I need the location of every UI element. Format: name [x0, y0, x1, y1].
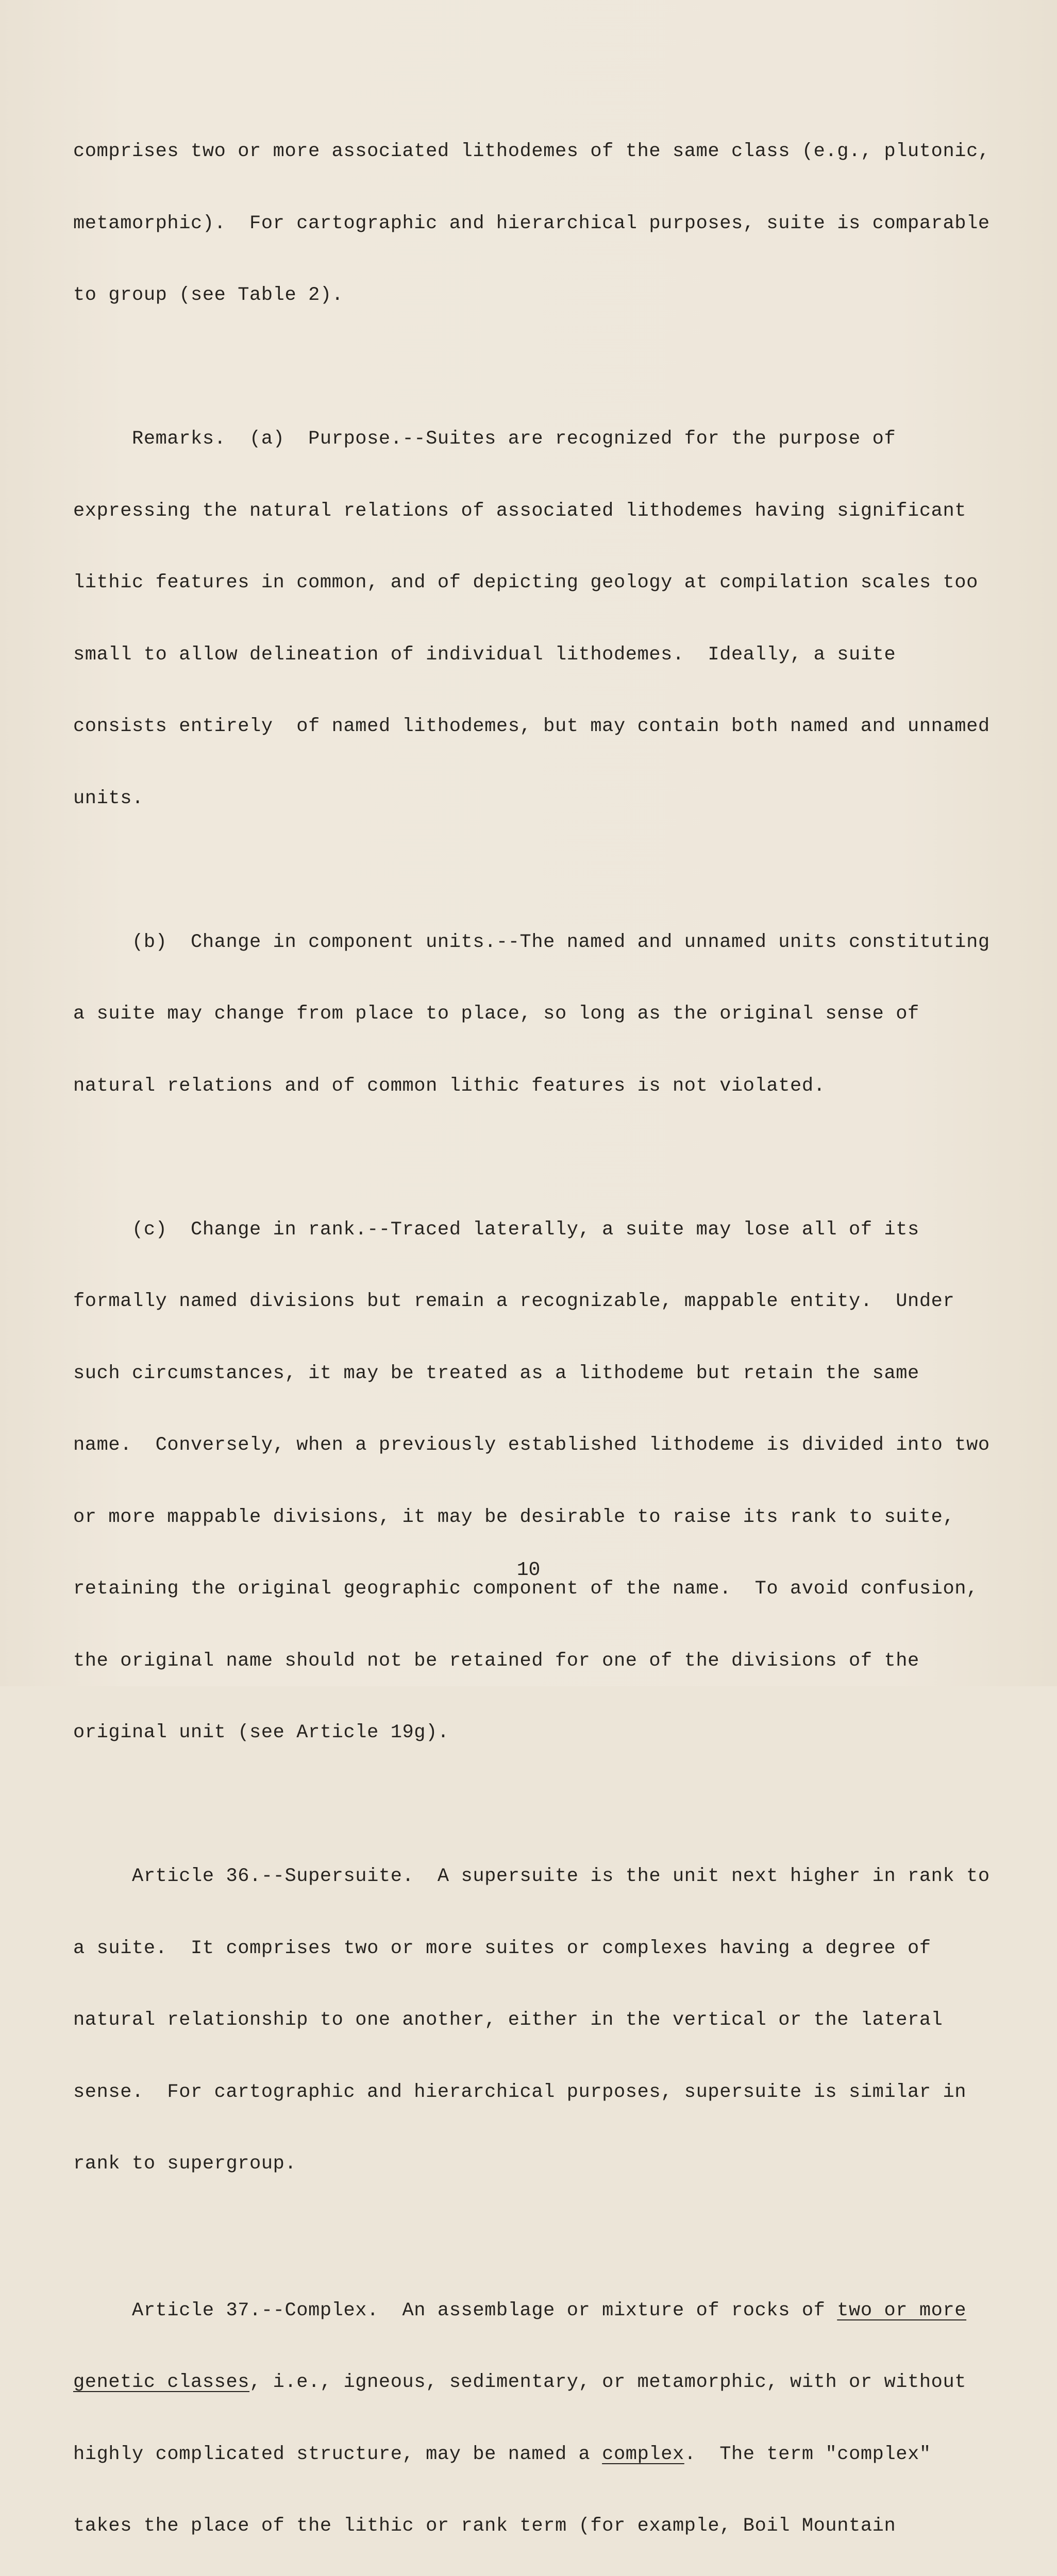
- underlined-phrase: complex: [602, 2443, 684, 2465]
- text-line: the original name should not be retained for one of the divisions of the: [73, 1650, 919, 1672]
- text-line: such circumstances, it may be treated as a lithodeme but retain the same: [73, 1362, 919, 1384]
- text-line: comprises two or more associated lithodemes of the same class (e.g., plutonic,: [73, 141, 990, 162]
- text-line: takes the place of the lithic or rank term (for example, Boil Mountain: [73, 2515, 896, 2537]
- text-line: (b) Change in component units.--The named and unnamed units constituting: [73, 931, 990, 953]
- underlined-phrase: genetic classes: [73, 2371, 250, 2393]
- text-line: to group (see Table 2).: [73, 284, 344, 306]
- text-line: genetic classes, i.e., igneous, sedimentary, or metamorphic, with or without: [73, 2371, 967, 2393]
- text-line: a suite may change from place to place, so long as the original sense of: [73, 1003, 919, 1025]
- text-line: (c) Change in rank.--Traced laterally, a suite may lose all of its: [73, 1218, 919, 1241]
- text-line: expressing the natural relations of associated lithodemes having significant: [73, 500, 967, 522]
- text-line: units.: [73, 787, 144, 809]
- text-line: name. Conversely, when a previously established lithodeme is divided into two: [73, 1434, 990, 1456]
- text-line: consists entirely of named lithodemes, but may contain both named and unnamed: [73, 716, 990, 737]
- text-line: small to allow delineation of individual lithodemes. Ideally, a suite: [73, 643, 896, 666]
- text-line: metamorphic). For cartographic and hierarchical purposes, suite is comparable: [73, 212, 990, 234]
- text-line: natural relations and of common lithic features is not violated.: [73, 1075, 826, 1097]
- text-line: Article 37.--Complex. An assemblage or mixture of rocks of two or more: [73, 2299, 967, 2321]
- text-line: formally named divisions but remain a recognizable, mappable entity. Under: [73, 1291, 955, 1312]
- body-text: [73, 92, 1021, 2576]
- text-line: natural relationship to one another, either in the vertical or the lateral: [73, 2009, 943, 2031]
- text-line: rank to supergroup.: [73, 2153, 297, 2175]
- text-line: original unit (see Article 19g).: [73, 1722, 449, 1743]
- text-line: a suite. It comprises two or more suites or complexes having a degree of: [73, 1937, 931, 1959]
- page-number: 10: [516, 1559, 541, 1581]
- text-line: lithic features in common, and of depicting geology at compilation scales too: [73, 572, 978, 594]
- text-line: retaining the original geographic component of the name. To avoid confusion,: [73, 1578, 978, 1600]
- text-line: highly complicated structure, may be named a complex. The term "complex": [73, 2443, 931, 2465]
- text-line: Remarks. (a) Purpose.--Suites are recognized for the purpose of: [73, 428, 896, 450]
- text-line: Article 36.--Supersuite. A supersuite is the unit next higher in rank to: [73, 1866, 990, 1887]
- underlined-phrase: two or more: [837, 2299, 967, 2321]
- text-line: sense. For cartographic and hierarchical purposes, supersuite is similar in: [73, 2081, 967, 2103]
- text-line: or more mappable divisions, it may be desirable to raise its rank to suite,: [73, 1506, 955, 1528]
